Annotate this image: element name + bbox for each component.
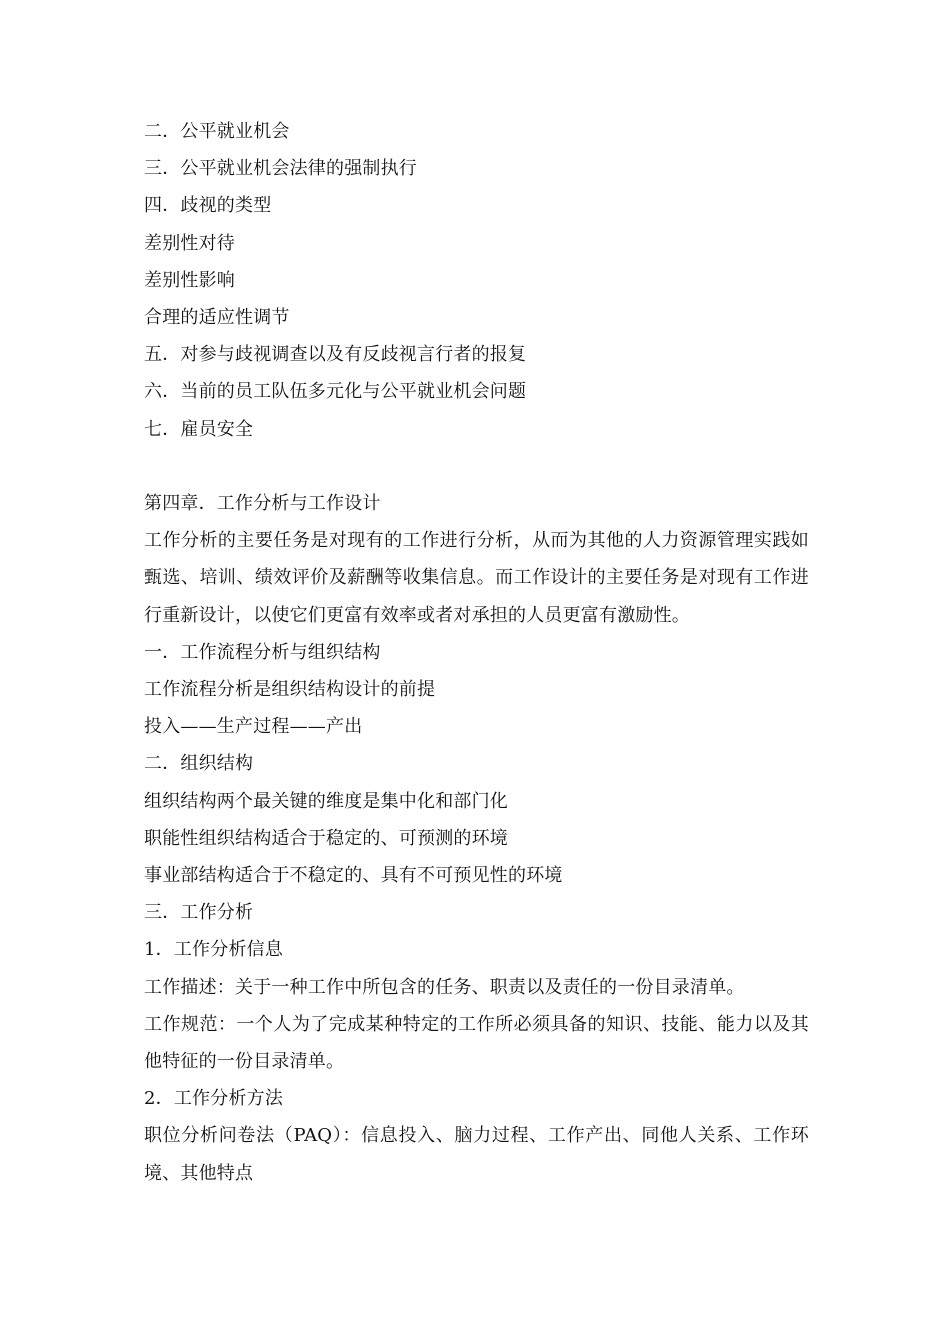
discrimination-type-item: 差别性对待: [144, 232, 235, 254]
section-heading-1: 一．工作流程分析与组织结构: [144, 641, 381, 663]
paq-paragraph: 职位分析问卷法（PAQ）：信息投入、脑力过程、工作产出、同他人关系、工作环境、其他特点: [144, 1125, 809, 1184]
body-line: 事业部结构适合于不稳定的、具有不可预见性的环境: [144, 865, 563, 887]
section-heading-2: 二．组织结构: [144, 753, 254, 775]
chapter-intro-paragraph: 工作分析的主要任务是对现有的工作进行分析，从而为其他的人力资源管理实践如甄选、培训、绩效评价及薪酬等收集信息。而工作设计的主要任务是对现有工作进行重新设计，以使它们更富有效率或者对承担的人员更富有激励性。: [144, 530, 809, 626]
body-line: 投入——生产过程——产出: [144, 716, 363, 738]
body-line: 职能性组织结构适合于稳定的、可预测的环境: [144, 827, 508, 849]
section-heading-3: 三．工作分析: [144, 902, 254, 924]
section-heading-2: 二．公平就业机会: [144, 121, 290, 142]
subsection-heading: 1．工作分析信息: [144, 939, 284, 961]
body-line: 组织结构两个最关键的维度是集中化和部门化: [144, 790, 508, 812]
discrimination-type-item: 差别性影响: [144, 269, 235, 291]
section-heading-5: 五．对参与歧视调查以及有反歧视言行者的报复: [144, 344, 527, 366]
chapter-title: 第四章．工作分析与工作设计: [144, 493, 381, 515]
body-line: 工作流程分析是组织结构设计的前提: [144, 679, 436, 701]
discrimination-type-item: 合理的适应性调节: [144, 307, 290, 329]
job-description-paragraph: 工作描述：关于一种工作中所包含的任务、职责以及责任的一份目录清单。: [144, 976, 745, 998]
section-heading-6: 六．当前的员工队伍多元化与公平就业机会问题: [144, 381, 527, 403]
subsection-heading: 2．工作分析方法: [144, 1088, 284, 1110]
section-heading-7: 七．雇员安全: [144, 418, 254, 440]
blank-line: [144, 448, 809, 485]
document-body: [144, 113, 809, 1192]
job-specification-paragraph: 工作规范：一个人为了完成某种特定的工作所必须具备的知识、技能、能力以及其他特征的一份目录清单。: [144, 1013, 809, 1073]
section-heading-4: 四．歧视的类型: [144, 195, 272, 217]
section-heading-3: 三．公平就业机会法律的强制执行: [144, 158, 417, 180]
